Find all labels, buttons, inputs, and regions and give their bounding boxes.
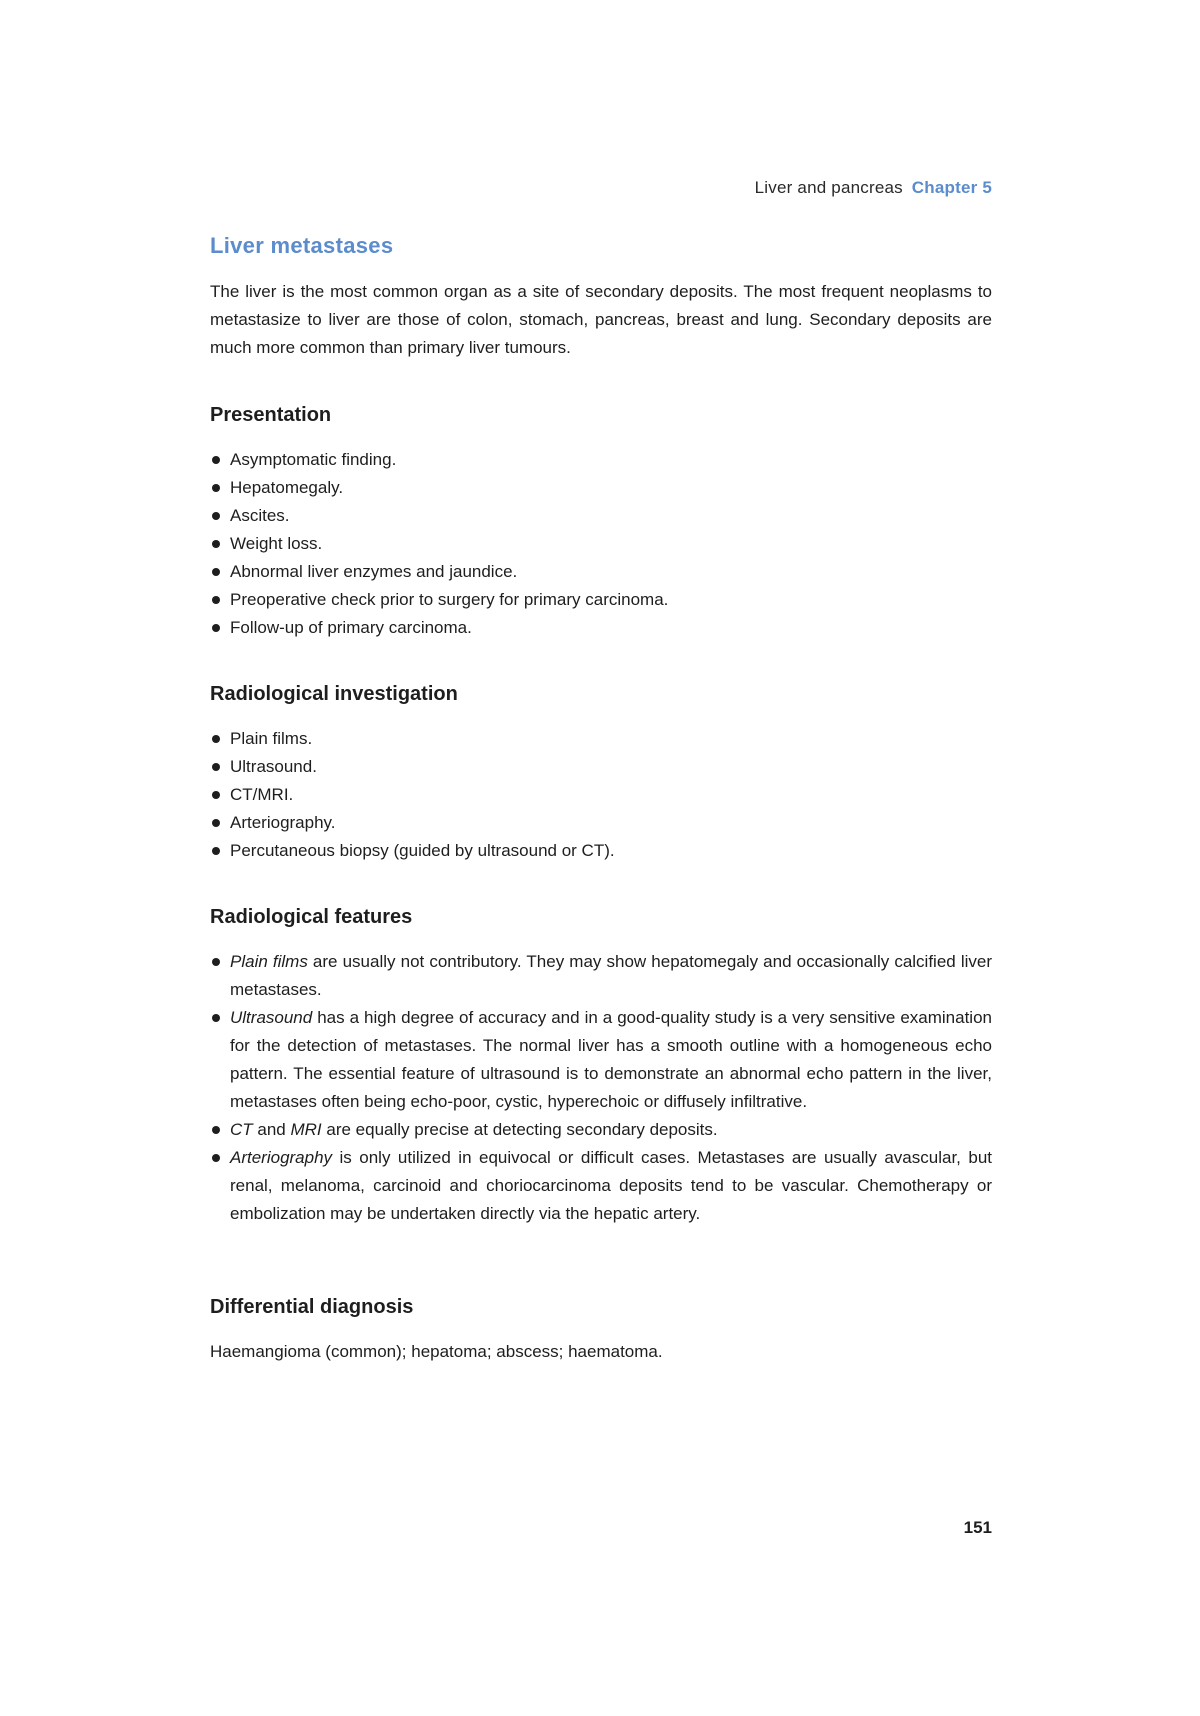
list-item: CT/MRI.	[210, 781, 992, 809]
features-heading: Radiological features	[210, 906, 413, 928]
bullet-icon	[212, 456, 220, 464]
differential-heading: Differential diagnosis	[210, 1296, 414, 1318]
running-head	[755, 178, 992, 198]
presentation-heading: Presentation	[210, 404, 332, 426]
list-item: Hepatomegaly.	[210, 474, 992, 502]
list-item: Ultrasound.	[210, 753, 992, 781]
bullet-icon	[212, 819, 220, 827]
list-item: Preoperative check prior to surgery for primary carcinoma.	[210, 586, 992, 614]
bullet-icon	[212, 958, 220, 966]
list-item: Abnormal liver enzymes and jaundice.	[210, 558, 992, 586]
bullet-icon	[212, 568, 220, 576]
term-ultrasound: Ultrasound	[230, 1008, 313, 1027]
page-number: 151	[963, 1518, 992, 1537]
bullet-icon	[212, 484, 220, 492]
bullet-icon	[212, 1154, 220, 1162]
bullet-icon	[212, 735, 220, 743]
term-mri: MRI	[290, 1120, 322, 1139]
list-item: Plain films.	[210, 725, 992, 753]
list-item: CT and MRI are equally precise at detecting secondary deposits.	[210, 1116, 992, 1144]
investigation-heading: Radiological investigation	[210, 683, 458, 705]
running-head-section: Liver and pancreas	[754, 178, 903, 197]
list-item: Asymptomatic finding.	[210, 446, 992, 474]
term-plain-films: Plain films	[230, 952, 308, 971]
bullet-icon	[212, 540, 220, 548]
running-head-chapter: Chapter 5	[911, 178, 992, 197]
list-item: Arteriography is only utilized in equivocal or difficult cases. Metastases are usually avascular, but renal, melanoma, carcinoid and choriocarcinoma deposits tend to be vascular. Chemotherapy or embolization may be undertaken directly via the hepatic artery.	[210, 1144, 992, 1228]
bullet-icon	[212, 1014, 220, 1022]
intro-paragraph: The liver is the most common organ as a site of secondary deposits. The most frequent neoplasms to metastasize to liver are those of colon, stomach, pancreas, breast and lung. Secondary deposits are much more common than primary liver tumours.	[210, 282, 992, 357]
list-item: Plain films are usually not contributory. They may show hepatomegaly and occasionally calcified liver metastases.	[210, 948, 992, 1004]
list-item: Percutaneous biopsy (guided by ultrasound or CT).	[210, 837, 992, 865]
features-list	[210, 948, 992, 1228]
book-page	[210, 0, 992, 1716]
page-title: Liver metastases	[210, 233, 394, 258]
bullet-icon	[212, 596, 220, 604]
presentation-list	[210, 446, 992, 642]
bullet-icon	[212, 763, 220, 771]
list-item: Ascites.	[210, 502, 992, 530]
bullet-icon	[212, 624, 220, 632]
term-ct: CT	[230, 1120, 253, 1139]
bullet-icon	[212, 1126, 220, 1134]
list-item: Weight loss.	[210, 530, 992, 558]
differential-text: Haemangioma (common); hepatoma; abscess; haematoma.	[210, 1342, 663, 1361]
list-item: Follow-up of primary carcinoma.	[210, 614, 992, 642]
term-arteriography: Arteriography	[230, 1148, 333, 1167]
bullet-icon	[212, 512, 220, 520]
list-item: Arteriography.	[210, 809, 992, 837]
bullet-icon	[212, 847, 220, 855]
list-item: Ultrasound has a high degree of accuracy and in a good-quality study is a very sensitive examination for the detection of metastases. The normal liver has a smooth outline with a homogeneous echo pattern. The essential feature of ultrasound is to demonstrate an abnormal echo pattern in the liver, metastases often being echo-poor, cystic, hyperechoic or diffusely infiltrative.	[210, 1004, 992, 1116]
investigation-list	[210, 725, 992, 865]
bullet-icon	[212, 791, 220, 799]
